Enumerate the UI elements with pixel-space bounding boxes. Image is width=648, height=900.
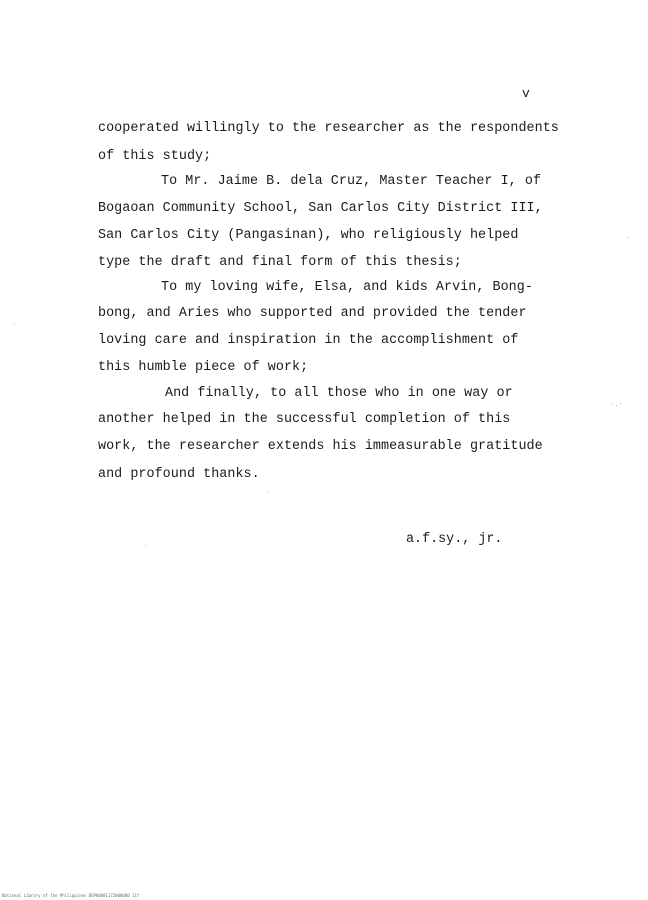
text-line: and profound thanks.: [98, 467, 260, 482]
text-line: this humble piece of work;: [98, 360, 309, 375]
text-line: San Carlos City (Pangasinan), who religiously helped: [98, 228, 519, 243]
text-line: Bogaoan Community School, San Carlos City District III,: [98, 201, 543, 216]
signature: a.f.sy., jr.: [406, 532, 503, 547]
text-line: type the draft and final form of this thesis;: [98, 255, 462, 270]
scan-speck: [627, 237, 628, 238]
scan-speck: [268, 491, 269, 492]
text-line: of this study;: [98, 149, 212, 164]
scan-speck: [14, 323, 15, 324]
scan-speck: [612, 404, 613, 405]
text-line: loving care and inspiration in the accomplishment of: [98, 333, 519, 348]
scan-speck: [145, 545, 146, 546]
scan-footer: National Library of the Philippines BSP00001172000000 11f: [2, 893, 140, 898]
text-line: another helped in the successful completion of this: [98, 412, 511, 427]
text-line: To my loving wife, Elsa, and kids Arvin, Bong-: [161, 280, 533, 295]
text-line: bong, and Aries who supported and provided the tender: [98, 306, 527, 321]
text-line: work, the researcher extends his immeasurable gratitude: [98, 439, 543, 454]
scan-speck: [620, 403, 621, 404]
page-number: v: [522, 86, 530, 101]
text-line: And finally, to all those who in one way or: [165, 386, 513, 401]
text-line: To Mr. Jaime B. dela Cruz, Master Teacher I, of: [161, 174, 542, 189]
text-line: cooperated willingly to the researcher as the respondents: [98, 121, 559, 136]
scan-speck: [616, 405, 617, 406]
